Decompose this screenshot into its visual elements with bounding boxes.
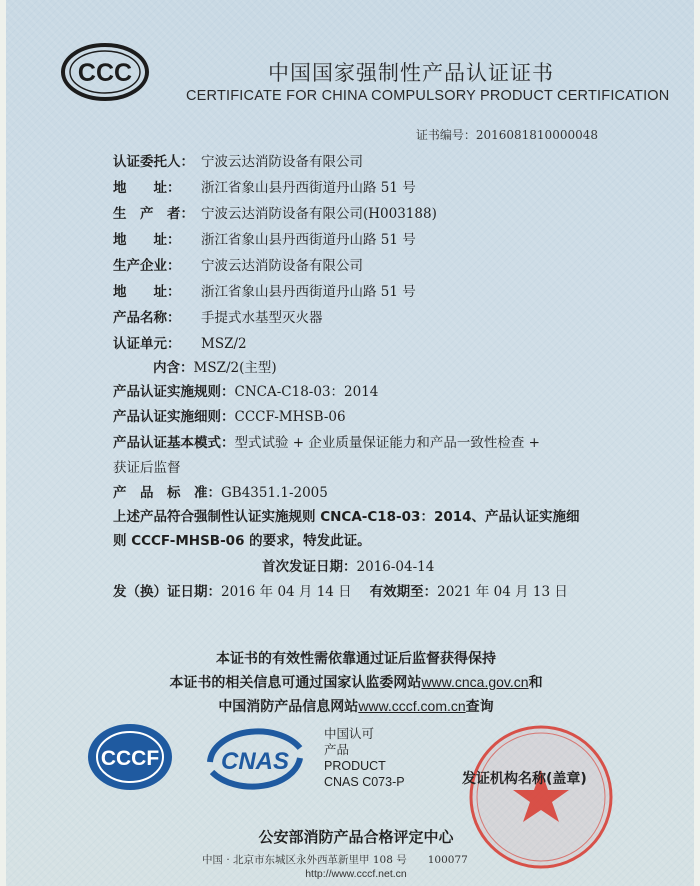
factory-address-row xyxy=(113,280,416,300)
cnas-logo-text: CNAS xyxy=(220,748,290,775)
applicant-row xyxy=(113,150,363,170)
certificate-paper xyxy=(6,0,694,886)
valid-until-label: 有效期至： xyxy=(369,584,438,600)
manufacturer-address-value: 浙江省象山县丹西街道丹山路 51 号 xyxy=(201,232,416,248)
cccf-logo-text: CCCF xyxy=(100,747,160,770)
cnas-accreditation-text xyxy=(324,726,405,790)
conformity-statement-text-1: 上述产品符合强制性认证实施规则 CNCA-C18-03：2014、产品认证实施细 xyxy=(113,509,580,525)
issuer-signature-label: 发证机构名称(盖章) xyxy=(462,771,587,787)
contents-value: MSZ/2(主型) xyxy=(193,360,277,376)
organization-address: 中国 · 北京市东城区永外西革新里甲 108 号 100077 xyxy=(202,854,468,866)
notice-line-2-text: 本证书的相关信息可通过国家认监委网站 xyxy=(169,675,422,691)
contents-row xyxy=(153,356,277,376)
issue-date-row xyxy=(113,580,568,600)
issuing-organization: 公安部消防产品合格评定中心 xyxy=(258,828,454,846)
certification-unit-row xyxy=(113,332,247,352)
certificate-title-en: CERTIFICATE FOR CHINA COMPULSORY PRODUCT CERTIFICATION xyxy=(186,88,670,104)
implementation-rule-label: 产品认证实施规则： xyxy=(113,384,235,400)
certification-mode-row-2 xyxy=(113,456,181,476)
product-name-row xyxy=(113,306,323,326)
certification-unit-label: 认证单元： xyxy=(113,336,181,352)
manufacturer-row xyxy=(113,202,437,222)
manufacturer-value: 宁波云达消防设备有限公司(H003188) xyxy=(201,206,437,222)
manufacturer-address-label: 地 址： xyxy=(113,232,181,248)
factory-address-label: 地 址： xyxy=(113,284,181,300)
notice-line-3-suffix: 查询 xyxy=(465,699,494,715)
official-seal xyxy=(466,722,616,872)
cccf-website-link[interactable]: www.cccf.com.cn xyxy=(358,698,466,714)
detail-rule-label: 产品认证实施细则： xyxy=(113,409,235,425)
validity-notice-line-3 xyxy=(6,696,700,716)
notice-line-3-text: 中国消防产品信息网站 xyxy=(218,699,359,715)
product-standard-label: 产 品 标 准： xyxy=(113,485,221,501)
applicant-address-label: 地 址： xyxy=(113,180,181,196)
detail-rule-row xyxy=(113,405,346,425)
contents-label: 内含： xyxy=(153,360,194,376)
applicant-label: 认证委托人： xyxy=(113,154,194,170)
applicant-value: 宁波云达消防设备有限公司 xyxy=(201,154,363,170)
certification-unit-value: MSZ/2 xyxy=(201,336,247,352)
first-issue-label: 首次发证日期： xyxy=(262,559,357,575)
validity-notice-line-1: 本证书的有效性需依靠通过证后监督获得保持 xyxy=(216,651,496,667)
product-name-value: 手提式水基型灭火器 xyxy=(201,310,323,326)
cnas-line-2: 产品 xyxy=(324,743,350,757)
first-issue-row xyxy=(262,555,434,575)
first-issue-value: 2016-04-14 xyxy=(356,559,435,575)
manufacturer-address-row xyxy=(113,228,416,248)
certification-mode-value-2: 获证后监督 xyxy=(113,460,181,476)
cccf-logo xyxy=(86,722,174,792)
cert-no-value: 2016081810000048 xyxy=(475,128,598,142)
product-standard-value: GB4351.1-2005 xyxy=(221,485,328,501)
certification-mode-value: 型式试验 + 企业质量保证能力和产品一致性检查 + xyxy=(234,435,540,451)
conformity-statement-line-1 xyxy=(113,505,580,525)
validity-notice-line-2 xyxy=(6,672,700,692)
factory-label: 生产企业： xyxy=(113,258,181,274)
issue-date-value: 2016 年 04 月 14 日 xyxy=(221,584,352,600)
implementation-rule-row xyxy=(113,380,378,400)
implementation-rule-value: CNCA-C18-03：2014 xyxy=(234,384,379,400)
manufacturer-label: 生 产 者： xyxy=(113,206,194,222)
ccc-logo xyxy=(61,43,149,101)
applicant-address-row xyxy=(113,176,416,196)
ccc-logo-text: CCC xyxy=(77,59,133,87)
factory-address-value: 浙江省象山县丹西街道丹山路 51 号 xyxy=(201,284,416,300)
product-standard-row xyxy=(113,481,328,501)
valid-until-value: 2021 年 04 月 13 日 xyxy=(437,584,568,600)
notice-line-2-suffix: 和 xyxy=(528,675,543,691)
cnca-website-link[interactable]: www.cnca.gov.cn xyxy=(421,674,529,690)
certificate-number xyxy=(416,126,598,143)
product-name-label: 产品名称： xyxy=(113,310,181,326)
issue-date-label: 发（换）证日期： xyxy=(113,584,221,600)
cnas-line-4: CNAS C073-P xyxy=(324,775,405,789)
cert-no-label: 证书编号： xyxy=(415,128,476,142)
organization-website[interactable]: http://www.cccf.net.cn xyxy=(305,868,407,880)
factory-row xyxy=(113,254,363,274)
cnas-line-3: PRODUCT xyxy=(324,759,386,773)
certification-mode-row xyxy=(113,431,540,451)
cnas-logo xyxy=(202,722,308,796)
detail-rule-value: CCCF-MHSB-06 xyxy=(234,409,346,425)
applicant-address-value: 浙江省象山县丹西街道丹山路 51 号 xyxy=(201,180,416,196)
conformity-statement-line-2 xyxy=(113,529,371,549)
conformity-statement-text-2: 则 CCCF-MHSB-06 的要求，特发此证。 xyxy=(113,533,371,549)
certificate-title-cn: 中国国家强制性产品认证证书 xyxy=(268,61,554,85)
certification-mode-label: 产品认证基本模式： xyxy=(113,435,235,451)
cnas-line-1: 中国认可 xyxy=(324,727,375,741)
factory-value: 宁波云达消防设备有限公司 xyxy=(201,258,363,274)
